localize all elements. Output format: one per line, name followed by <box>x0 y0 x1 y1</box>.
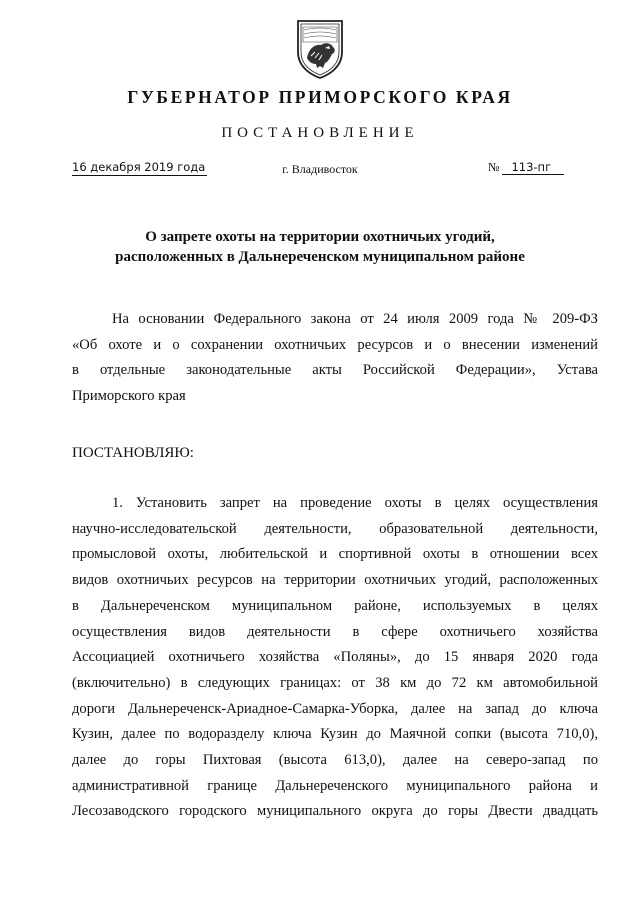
text-line: Ассоциацией охотничьего хозяйства «Поляны», до 15 января 2020 года <box>72 649 598 666</box>
document-place: г. Владивосток <box>282 162 358 176</box>
document-type: ПОСТАНОВЛЕНИЕ <box>221 125 419 141</box>
text-line: Лесозаводского городского муниципального округа до горы Двести двадцать <box>72 803 598 820</box>
document-title <box>70 227 570 267</box>
text-line: в Дальнереченском муниципальном районе, используемых в целях <box>72 597 598 614</box>
title-line: О запрете охоты на территории охотничьих угодий, <box>145 229 495 245</box>
document-date: 16 декабря 2019 года <box>72 160 206 174</box>
authority-heading: ГУБЕРНАТОР ПРИМОРСКОГО КРАЯ <box>127 87 513 107</box>
text-line: осуществления видов деятельности в сфере охотничьего хозяйства <box>72 623 598 640</box>
number-value: 113-пг <box>502 160 564 175</box>
text-line: На основании Федерального закона от 24 июля 2009 года № 209-ФЗ <box>112 311 598 327</box>
text-line: административной границе Дальнереченского муниципального района и <box>72 777 598 794</box>
text-line: видов охотничьих ресурсов на территории охотничьих угодий, расположенных <box>72 572 598 589</box>
text-line: промысловой охоты, любительской и спортивной охоты в отношении всех <box>72 546 598 563</box>
text-line: далее до горы Пихтовая (высота 613,0), далее на северо-запад по <box>72 752 598 769</box>
text-line: дороги Дальнереченск-Ариадное-Самарка-Уборка, далее на запад до ключа <box>72 700 598 717</box>
decree-word: ПОСТАНОВЛЯЮ: <box>72 445 194 461</box>
text-line: 1. Установить запрет на проведение охоты в целях осуществления <box>112 495 598 511</box>
primorsky-krai-coat-of-arms-icon <box>295 18 345 80</box>
number-prefix: № <box>488 160 500 174</box>
text-line: научно-исследовательской деятельности, образовательной деятельности, <box>72 520 598 537</box>
text-line: Приморского края <box>72 388 186 405</box>
clause-1-paragraph <box>72 491 598 825</box>
text-line: в отдельные законодательные акты Российской Федерации», Устава <box>72 362 598 379</box>
document-number <box>488 160 578 175</box>
text-line: Кузин, далее по водоразделу ключа Кузин до Маячной сопки (высота 710,0), <box>72 726 598 743</box>
text-line: «Об охоте и о сохранении охотничьих ресурсов и о внесении изменений <box>72 336 598 353</box>
title-line: расположенных в Дальнереченском муниципальном районе <box>115 249 525 265</box>
preamble-paragraph <box>72 307 598 410</box>
text-line: (включительно) в следующих границах: от 38 км до 72 км автомобильной <box>72 674 598 691</box>
